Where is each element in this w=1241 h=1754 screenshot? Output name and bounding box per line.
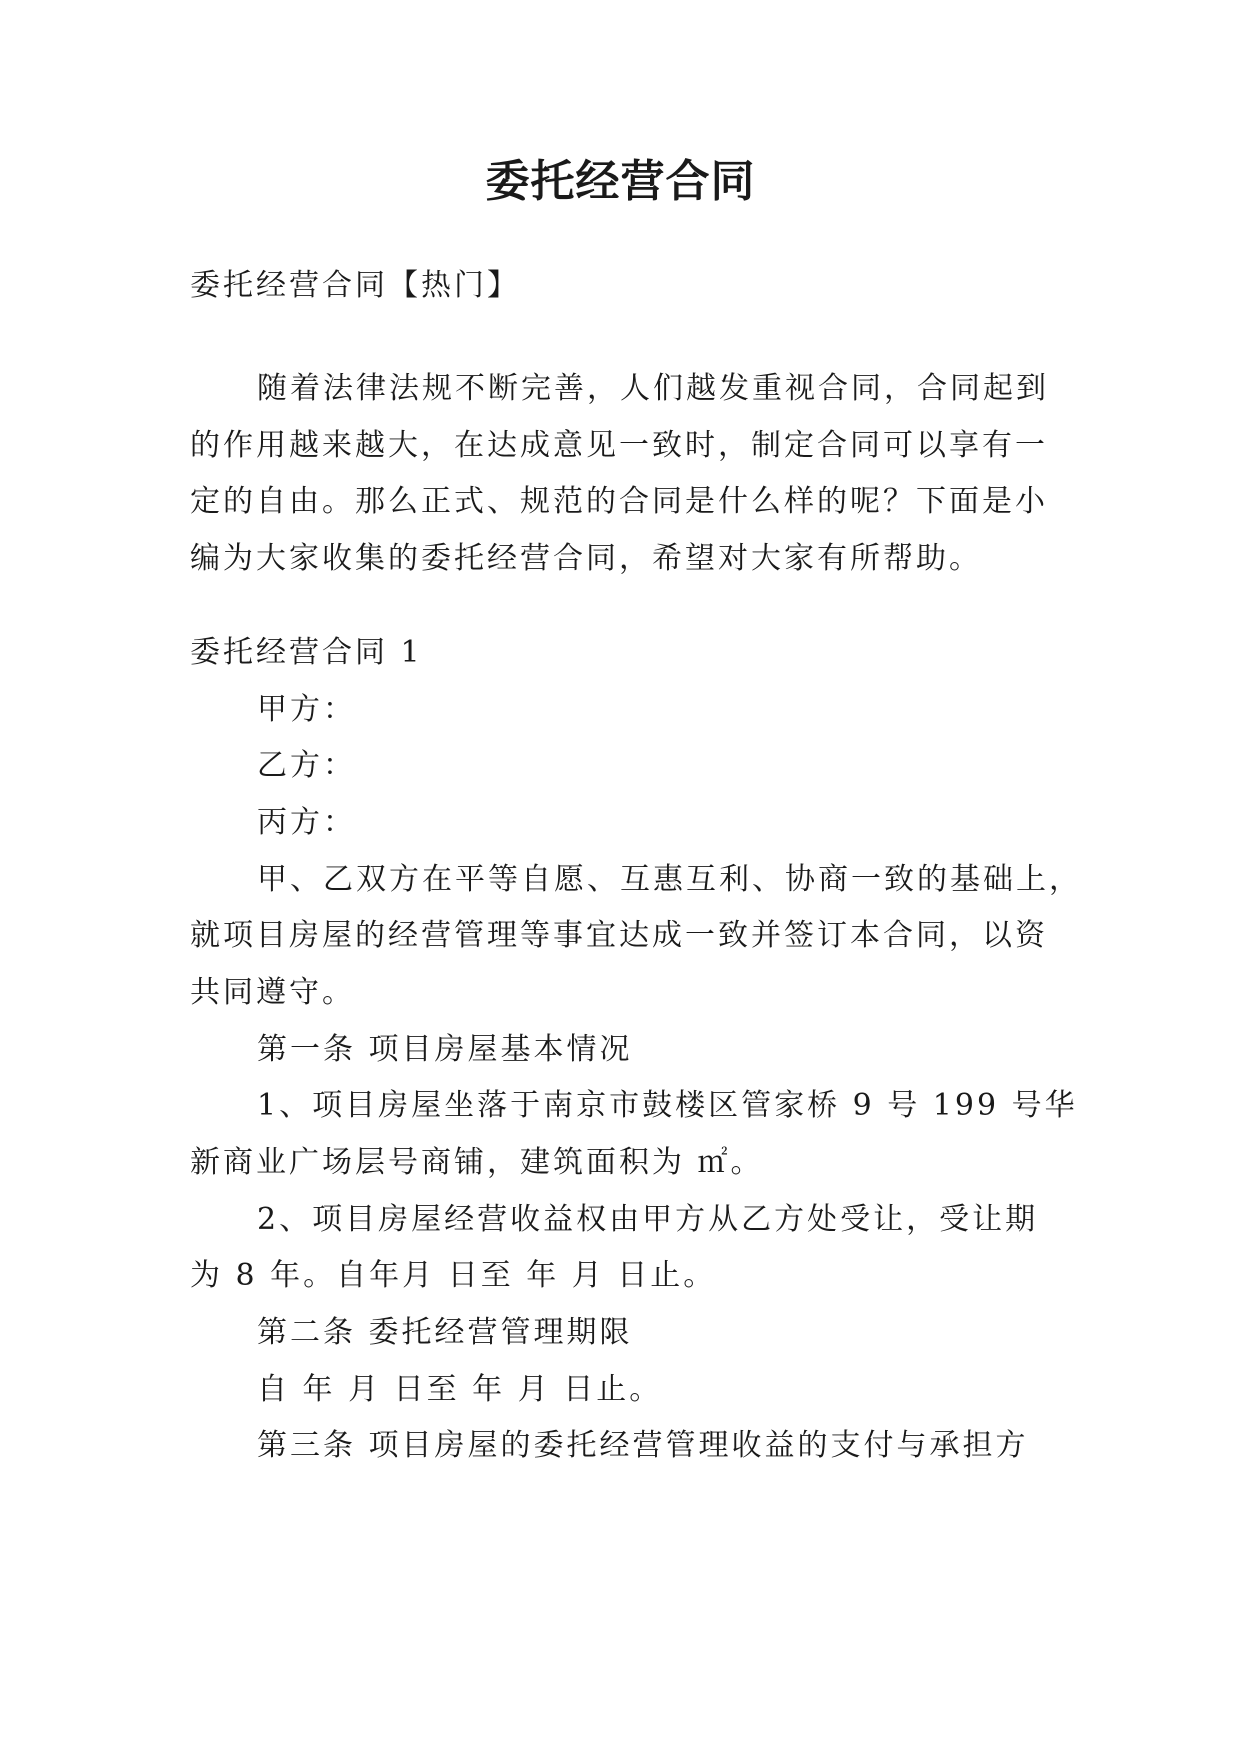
party-a-label: 甲方： [257, 692, 356, 727]
body-line: 甲、乙双方在平等自愿、互惠互利、协商一致的基础上， [257, 862, 1082, 897]
body-line: 共同遵守。 [190, 975, 355, 1010]
document-title: 委托经营合同 [485, 156, 756, 207]
body-line: 为 8 年。自年月 日至 年 月 日止。 [190, 1258, 717, 1293]
document-subtitle: 委托经营合同【热门】 [190, 268, 520, 303]
intro-line: 的作用越来越大，在达成意见一致时，制定合同可以享有一 [190, 428, 1048, 463]
article-heading: 第二条 委托经营管理期限 [257, 1315, 633, 1350]
body-line: 就项目房屋的经营管理等事宜达成一致并签订本合同，以资 [190, 918, 1048, 953]
intro-line: 定的自由。那么正式、规范的合同是什么样的呢？下面是小 [190, 484, 1048, 519]
body-line: 新商业广场层号商铺，建筑面积为 ㎡。 [190, 1145, 764, 1180]
article-heading: 第三条 项目房屋的委托经营管理收益的支付与承担方 [257, 1428, 1029, 1463]
party-c-label: 丙方： [257, 805, 356, 840]
section-heading: 委托经营合同 1 [190, 635, 423, 670]
body-line: 1、项目房屋坐落于南京市鼓楼区管家桥 9 号 199 号华 [257, 1088, 1078, 1123]
article-heading: 第一条 项目房屋基本情况 [257, 1032, 633, 1067]
party-b-label: 乙方： [257, 748, 356, 783]
intro-line: 随着法律法规不断完善，人们越发重视合同，合同起到 [257, 371, 1049, 406]
intro-line: 编为大家收集的委托经营合同，希望对大家有所帮助。 [190, 541, 982, 576]
body-line: 自 年 月 日至 年 月 日止。 [257, 1372, 663, 1407]
body-line: 2、项目房屋经营收益权由甲方从乙方处受让，受让期 [257, 1202, 1039, 1237]
